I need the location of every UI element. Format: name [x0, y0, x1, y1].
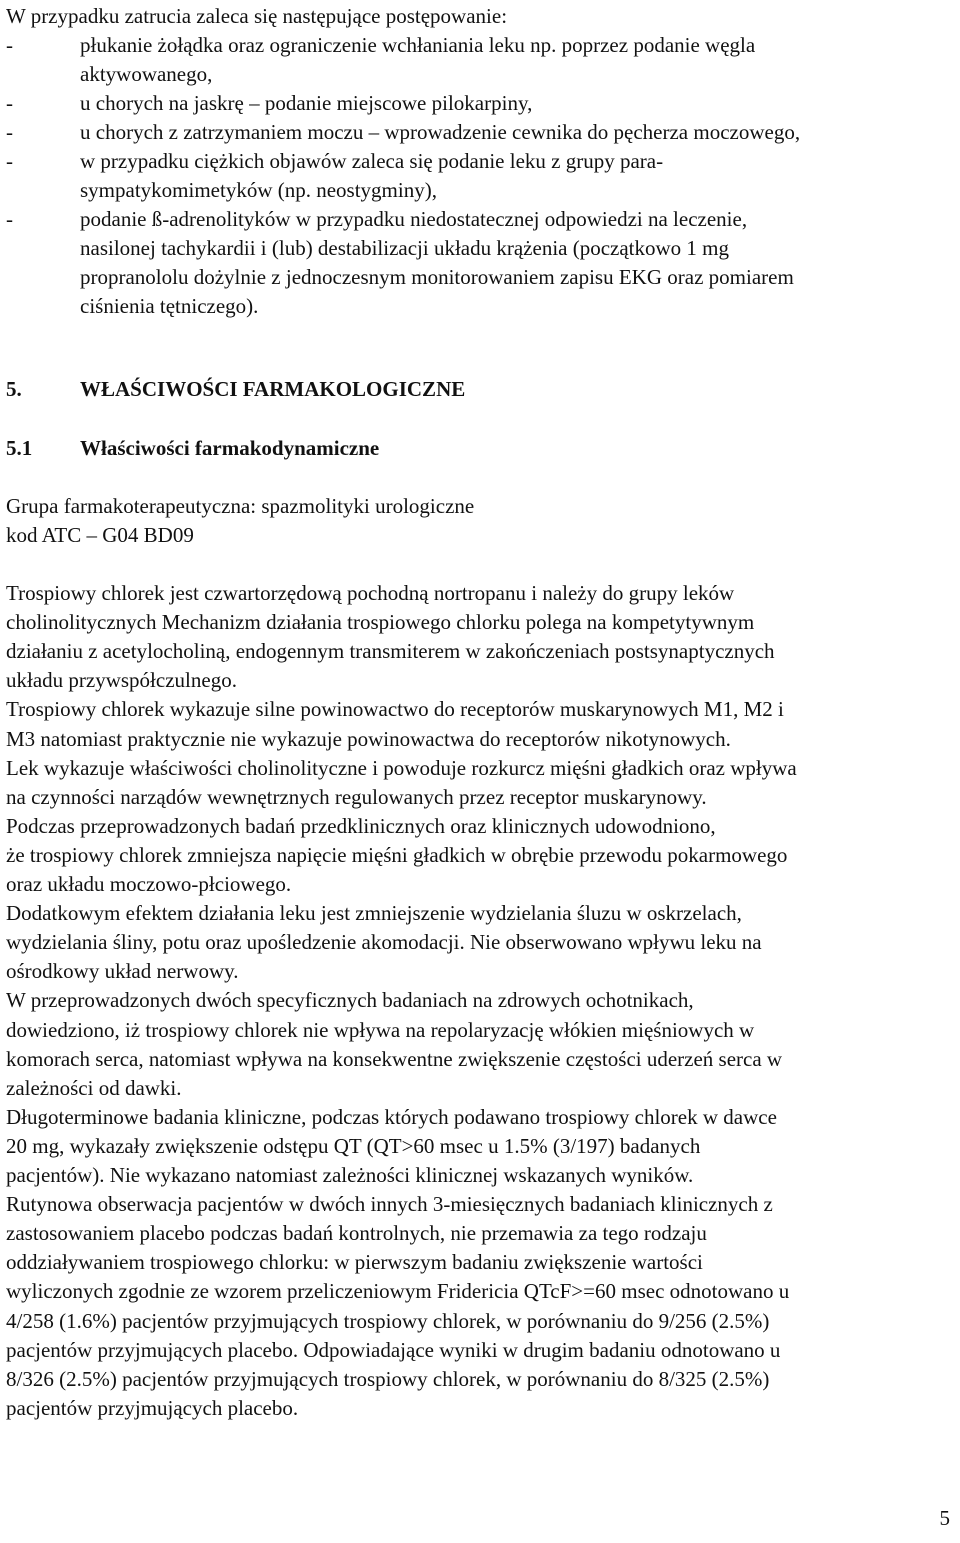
- body-line: działaniu z acetylocholiną, endogennym transmiterem w zakończeniach postsynaptycznych: [6, 639, 775, 664]
- section-number: 5.: [6, 377, 22, 401]
- body-line: Dodatkowym efektem działania leku jest zmniejszenie wydzielania śluzu w oskrzelach,: [6, 901, 742, 926]
- body-line: że trospiowy chlorek zmniejsza napięcie mięśni gładkich w obrębie przewodu pokarmowego: [6, 842, 788, 867]
- subsection-heading: [6, 434, 379, 463]
- body-line: pacjentów przyjmujących placebo. Odpowiadające wyniki w drugim badaniu odnotowano u: [6, 1337, 781, 1362]
- body-line: Rutynowa obserwacja pacjentów w dwóch innych 3-miesięcznych badaniach klinicznych z: [6, 1192, 773, 1217]
- body-line: dowiedziono, iż trospiowy chlorek nie wpływa na repolaryzację włókien mięśniowych w: [6, 1017, 755, 1042]
- body-line: zależności od dawki.: [6, 1075, 182, 1100]
- overdose-intro: W przypadku zatrucia zaleca się następujące postępowanie:: [6, 4, 508, 28]
- body-line: pacjentów przyjmujących placebo.: [6, 1395, 299, 1420]
- subsection-number: 5.1: [6, 436, 33, 460]
- page-number: 5: [939, 1506, 950, 1530]
- list-dash: -: [6, 149, 13, 173]
- body-line: M3 natomiast praktycznie nie wykazuje powinowactwa do receptorów nikotynowych.: [6, 726, 731, 751]
- body-line: Trospiowy chlorek jest czwartorzędową pochodną nortropanu i należy do grupy leków: [6, 581, 735, 605]
- body-line: Trospiowy chlorek wykazuje silne powinowactwo do receptorów muskarynowych M1, M2 i: [6, 697, 784, 722]
- section-title: WŁAŚCIWOŚCI FARMAKOLOGICZNE: [80, 377, 466, 401]
- list-item-line: w przypadku ciężkich objawów zaleca się podanie leku z grupy para-: [80, 149, 664, 173]
- list-dash: -: [6, 91, 13, 115]
- list-item-line: sympatykomimetyków (np. neostygminy),: [80, 178, 437, 202]
- body-line: zastosowaniem placebo podczas badań kontrolnych, nie przemawia za tego rodzaju: [6, 1221, 707, 1246]
- body-line: pacjentów). Nie wykazano natomiast zależności klinicznej wskazanych wyników.: [6, 1163, 694, 1187]
- list-item-line: aktywowanego,: [80, 62, 213, 86]
- body-line: ośrodkowy układ nerwowy.: [6, 959, 239, 984]
- body-line: komorach serca, natomiast wpływa na konsekwentne zwiększenie częstości uderzeń serca w: [6, 1046, 783, 1071]
- list-item-line: ciśnienia tętniczego).: [80, 294, 259, 318]
- body-line: wyliczonych zgodnie ze wzorem przeliczeniowym Fridericia QTcF>=60 msec odnotowano u: [6, 1279, 790, 1304]
- group-line: Grupa farmakoterapeutyczna: spazmolityki urologiczne: [6, 494, 475, 518]
- section-heading: [6, 375, 465, 404]
- list-item-line: u chorych z zatrzymaniem moczu – wprowadzenie cewnika do pęcherza moczowego,: [80, 120, 801, 144]
- body-line: wydzielania śliny, potu oraz upośledzenie akomodacji. Nie obserwowano wpływu leku na: [6, 930, 762, 955]
- body-line: oddziaływaniem trospiowego chlorku: w pierwszym badaniu zwiększenie wartości: [6, 1250, 703, 1275]
- body-line: Lek wykazuje właściwości cholinolityczne i powoduje rozkurcz mięśni gładkich oraz wpływa: [6, 755, 797, 780]
- list-dash: -: [6, 207, 13, 231]
- body-line: cholinolitycznych Mechanizm działania trospiowego chlorku polega na kompetytywnym: [6, 610, 755, 635]
- list-item-line: podanie ß-adrenolityków w przypadku niedostatecznej odpowiedzi na leczenie,: [80, 207, 748, 231]
- body-line: Podczas przeprowadzonych badań przedklinicznych oraz klinicznych udowodniono,: [6, 813, 716, 838]
- body-line: oraz układu moczowo-płciowego.: [6, 872, 292, 896]
- subsection-title: Właściwości farmakodynamiczne: [80, 436, 380, 460]
- body-line: na czynności narządów wewnętrznych regulowanych przez receptor muskarynowy.: [6, 784, 707, 809]
- body-line: układu przywspółczulnego.: [6, 668, 237, 693]
- body-line: 8/326 (2.5%) pacjentów przyjmujących trospiowy chlorek, w porównaniu do 8/325 (2.5%): [6, 1366, 770, 1391]
- body-line: 4/258 (1.6%) pacjentów przyjmujących trospiowy chlorek, w porównaniu do 9/256 (2.5%): [6, 1308, 770, 1333]
- list-item-line: propranololu dożylnie z jednoczesnym monitorowaniem zapisu EKG oraz pomiarem: [80, 265, 794, 289]
- list-item-line: płukanie żołądka oraz ograniczenie wchłaniania leku np. poprzez podanie węgla: [80, 33, 756, 57]
- body-line: 20 mg, wykazały zwiększenie odstępu QT (QT>60 msec u 1.5% (3/197) badanych: [6, 1133, 701, 1158]
- list-item-line: u chorych na jaskrę – podanie miejscowe pilokarpiny,: [80, 91, 533, 115]
- list-dash: -: [6, 120, 13, 144]
- list-item-line: nasilonej tachykardii i (lub) destabilizacji układu krążenia (początkowo 1 mg: [80, 236, 730, 260]
- atc-code-line: kod ATC – G04 BD09: [6, 523, 194, 547]
- body-line: W przeprowadzonych dwóch specyficznych badaniach na zdrowych ochotnikach,: [6, 988, 694, 1013]
- list-dash: -: [6, 33, 13, 57]
- body-line: Długoterminowe badania kliniczne, podczas których podawano trospiowy chlorek w dawce: [6, 1104, 777, 1129]
